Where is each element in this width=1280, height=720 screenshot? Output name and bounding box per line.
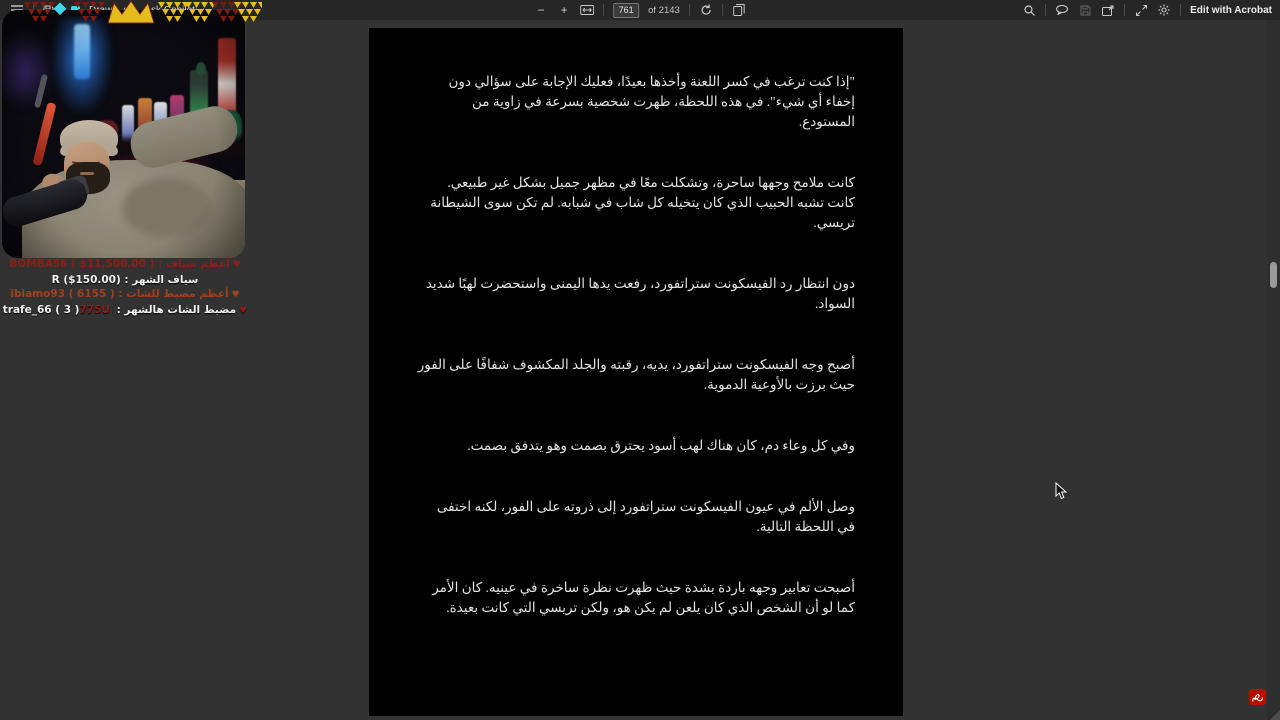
page-number-input[interactable] <box>613 3 639 18</box>
resize-corner <box>1270 710 1280 720</box>
heart-icon: ♥ <box>231 290 240 300</box>
document-paragraph: أصبحت تعابير وجهه باردة بشدة حيث ظهرت نظرة ساخرة في عينيه. كان الأمر كما لو أن الشخص الذي كان يلعن لم يكن هو، ولكن تريسي التي كانت بعيدة. <box>432 580 855 615</box>
webcam-overlay <box>2 10 245 258</box>
heart-icon: ♥ <box>232 260 241 270</box>
vignette <box>2 10 245 258</box>
page-total-label: of 2143 <box>648 4 680 16</box>
toolbar-divider <box>603 4 604 16</box>
toolbar-divider <box>1045 4 1046 16</box>
zoom-out-button[interactable]: − <box>537 3 545 17</box>
stream-stats <box>0 257 250 318</box>
share-icon[interactable] <box>1101 1 1115 19</box>
document-paragraph: وصل الألم في عيون الفيسكونت ستراتفورد إلى ذروته على الفور، لكنه اختفى في اللحظة التالية. <box>436 499 855 534</box>
save-file-icon <box>1078 1 1092 19</box>
top-chatter-line: ♥أعظم مضبط للشات : ibiamo93 ( 6155 ) <box>10 288 240 300</box>
fullscreen-icon[interactable] <box>1134 1 1148 19</box>
search-icon[interactable] <box>1022 1 1036 19</box>
document-paragraph: دون انتظار رد الفيسكونت ستراتفورد، رفعت يدها اليمنى واستحضرت لهبًا شديد السواد. <box>425 276 855 311</box>
month-chatter-line: ♥مضبط الشات هالشهر : trafe_66 ( 3 )775U <box>2 303 248 316</box>
rotate-page-icon[interactable] <box>699 1 713 19</box>
stream-crown-banner <box>22 0 262 24</box>
zoom-in-button[interactable]: + <box>560 3 568 17</box>
gear-icon[interactable] <box>1157 1 1171 19</box>
toolbar-divider <box>722 4 723 16</box>
document-paragraph: أصبح وجه الفيسكونت ستراتفورد، يديه، رقبته والجلد المكشوف شفافًا على الفور حيث برزت بالأوعية الدموية. <box>417 357 855 392</box>
mouse-cursor <box>1055 482 1067 505</box>
heart-icon: ♥ <box>239 305 248 316</box>
toolbar-right-group <box>1022 0 1272 20</box>
document-paragraph: وفي كل وعاء دم، كان هناك لهب أسود يحترق بصمت وهو يتدفق بصمت. <box>467 438 855 453</box>
pdf-page[interactable] <box>369 28 903 716</box>
comment-icon[interactable] <box>1055 1 1069 19</box>
fit-width-icon[interactable] <box>580 1 594 19</box>
document-paragraph: كانت ملامح وجهها ساحرة، وتشكلت معًا في مظهر جميل بشكل غير طبيعي. كانت تشبه الحبيب الذي كان يتخيله كل شاب في شبابه. لم تكن سوى الشيطانة تريسي. <box>430 175 855 230</box>
toolbar-divider <box>1180 4 1181 16</box>
acrobat-icon[interactable] <box>1249 689 1266 705</box>
scrollbar-track[interactable] <box>1267 20 1280 720</box>
crown-icon <box>108 1 154 23</box>
toolbar-divider <box>689 4 690 16</box>
month-gifter-line: سياف الشهر : R ($150.00) <box>51 273 199 286</box>
document-paragraph: "إذا كنت ترغب في كسر اللعنة وأخذها بعيدًا، فعليك الإجابة على سؤالي دون إخفاء أي شيء". في هذه اللحظة، ظهرت شخصية بسرعة في زاوية من المستودع. <box>448 74 855 129</box>
page-thumbnails-icon[interactable] <box>732 1 746 19</box>
toolbar-center-group <box>534 0 746 20</box>
toolbar-divider <box>1124 4 1125 16</box>
scrollbar-thumb[interactable] <box>1270 262 1277 288</box>
top-gifter-line: ♥أعظم سياف : BOMBA56 ( $11,500.00 ) <box>9 258 241 270</box>
edit-with-acrobat-button[interactable]: Edit with Acrobat <box>1190 4 1272 16</box>
